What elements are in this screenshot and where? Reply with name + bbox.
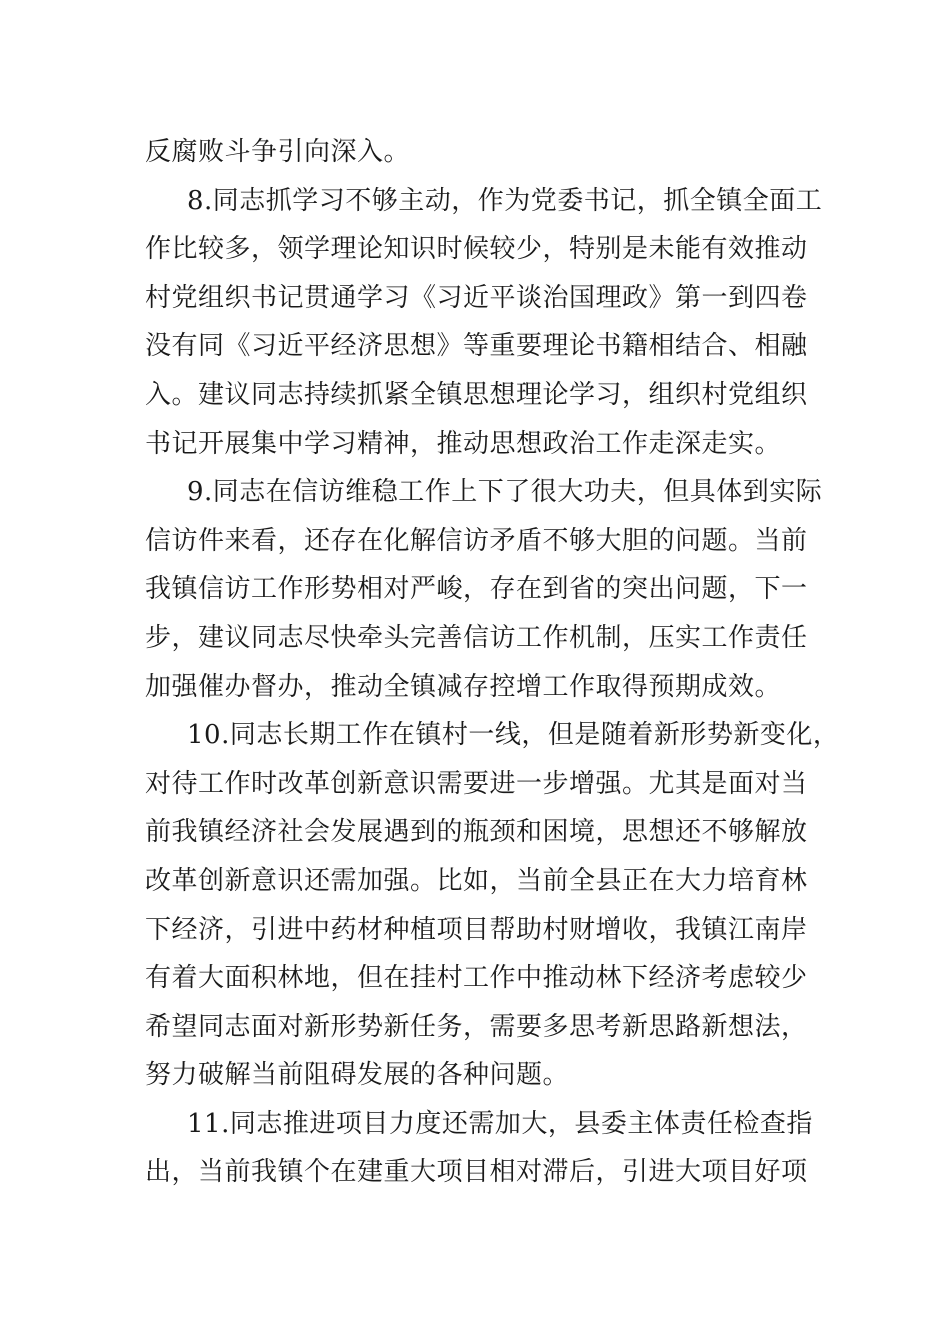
- text-line: 下经济，引进中药材种植项目帮助村财增收，我镇江南岸: [145, 914, 808, 945]
- text-line: 前我镇经济社会发展遇到的瓶颈和困境，思想还不够解放: [145, 817, 808, 848]
- text-line: 对待工作时改革创新意识需要进一步增强。尤其是面对当: [145, 768, 808, 799]
- text-line: 希望同志面对新形势新任务，需要多思考新思路新想法，: [145, 1011, 808, 1042]
- text-line: 村党组织书记贯通学习《习近平谈治国理政》第一到四卷: [145, 282, 808, 313]
- document-body: [145, 128, 840, 1197]
- text-line: 步，建议同志尽快牵头完善信访工作机制，压实工作责任: [145, 622, 808, 653]
- text-line: 入。建议同志持续抓紧全镇思想理论学习，组织村党组织: [145, 379, 808, 410]
- text-line: 改革创新意识还需加强。比如，当前全县正在大力培育林: [145, 865, 808, 896]
- text-line: 没有同《习近平经济思想》等重要理论书籍相结合、相融: [145, 331, 808, 362]
- text-line: 9.同志在信访维稳工作上下了很大功夫，但具体到实际: [187, 477, 823, 508]
- text-line: 有着大面积林地，但在挂村工作中推动林下经济考虑较少: [145, 963, 808, 994]
- text-line: 信访件来看，还存在化解信访矛盾不够大胆的问题。当前: [145, 525, 808, 556]
- text-line: 11.同志推进项目力度还需加大，县委主体责任检查指: [187, 1108, 813, 1139]
- text-line: 我镇信访工作形势相对严峻，存在到省的突出问题，下一: [145, 574, 808, 605]
- text-line: 出，当前我镇个在建重大项目相对滞后，引进大项目好项: [145, 1157, 808, 1188]
- text-line: 8.同志抓学习不够主动，作为党委书记，抓全镇全面工: [187, 185, 823, 216]
- text-line: 努力破解当前阻碍发展的各种问题。: [145, 1060, 570, 1091]
- text-line: 书记开展集中学习精神，推动思想政治工作走深走实。: [145, 428, 782, 459]
- text-line: 10.同志长期工作在镇村一线，但是随着新形势新变化，: [187, 720, 840, 751]
- text-line: 作比较多，领学理论知识时候较少，特别是未能有效推动: [145, 234, 808, 265]
- text-line: 加强催办督办，推动全镇减存控增工作取得预期成效。: [145, 671, 782, 702]
- text-line: 反腐败斗争引向深入。: [145, 137, 411, 167]
